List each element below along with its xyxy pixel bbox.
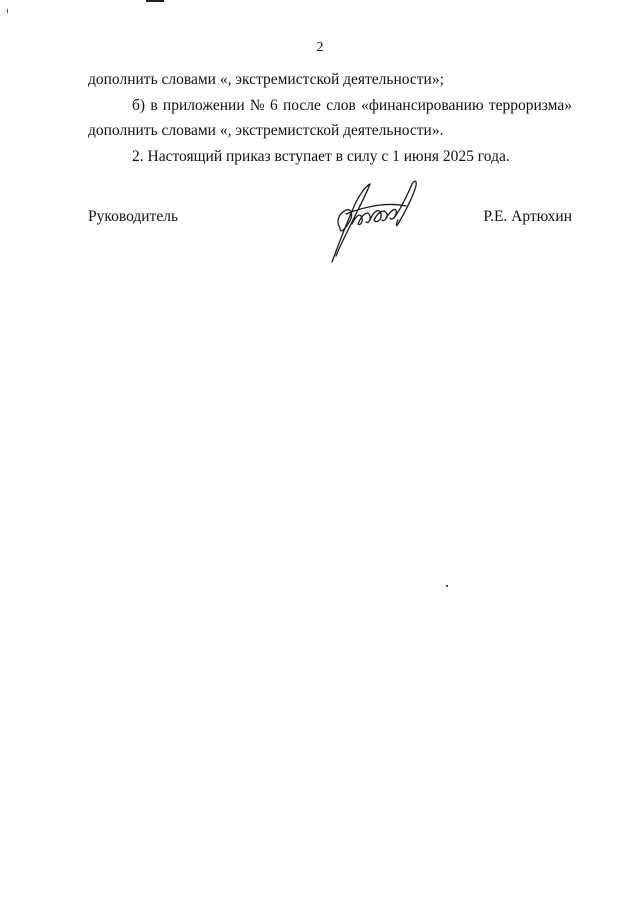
scan-artifact-speck — [446, 585, 448, 587]
scan-artifact-left — [7, 9, 8, 13]
signatory-role: Руководитель — [88, 208, 179, 225]
line2-word: слов — [326, 97, 356, 114]
signatory-name: Р.Е. Артюхин — [483, 208, 572, 225]
page-number: 2 — [316, 40, 324, 55]
scan-artifact-top — [146, 0, 164, 2]
body-line-3: дополнить словами «, экстремистской деятельности». — [88, 122, 444, 139]
line2-word: приложении — [162, 97, 245, 114]
line2-word: в — [150, 97, 158, 114]
body-line-4: 2. Настоящий приказ вступает в силу с 1 июня 2025 года. — [132, 148, 510, 165]
body-line-2 — [88, 97, 572, 115]
line2-word: «финансированию — [361, 97, 484, 114]
signature-icon — [326, 176, 422, 266]
line2-word: б) — [132, 97, 146, 114]
line2-word: № — [249, 97, 265, 114]
line2-word: 6 — [269, 97, 278, 114]
body-line-1: дополнить словами «, экстремистской деятельности»; — [88, 71, 444, 88]
line2-word: после — [282, 97, 321, 114]
line2-word: терроризма» — [488, 97, 572, 114]
